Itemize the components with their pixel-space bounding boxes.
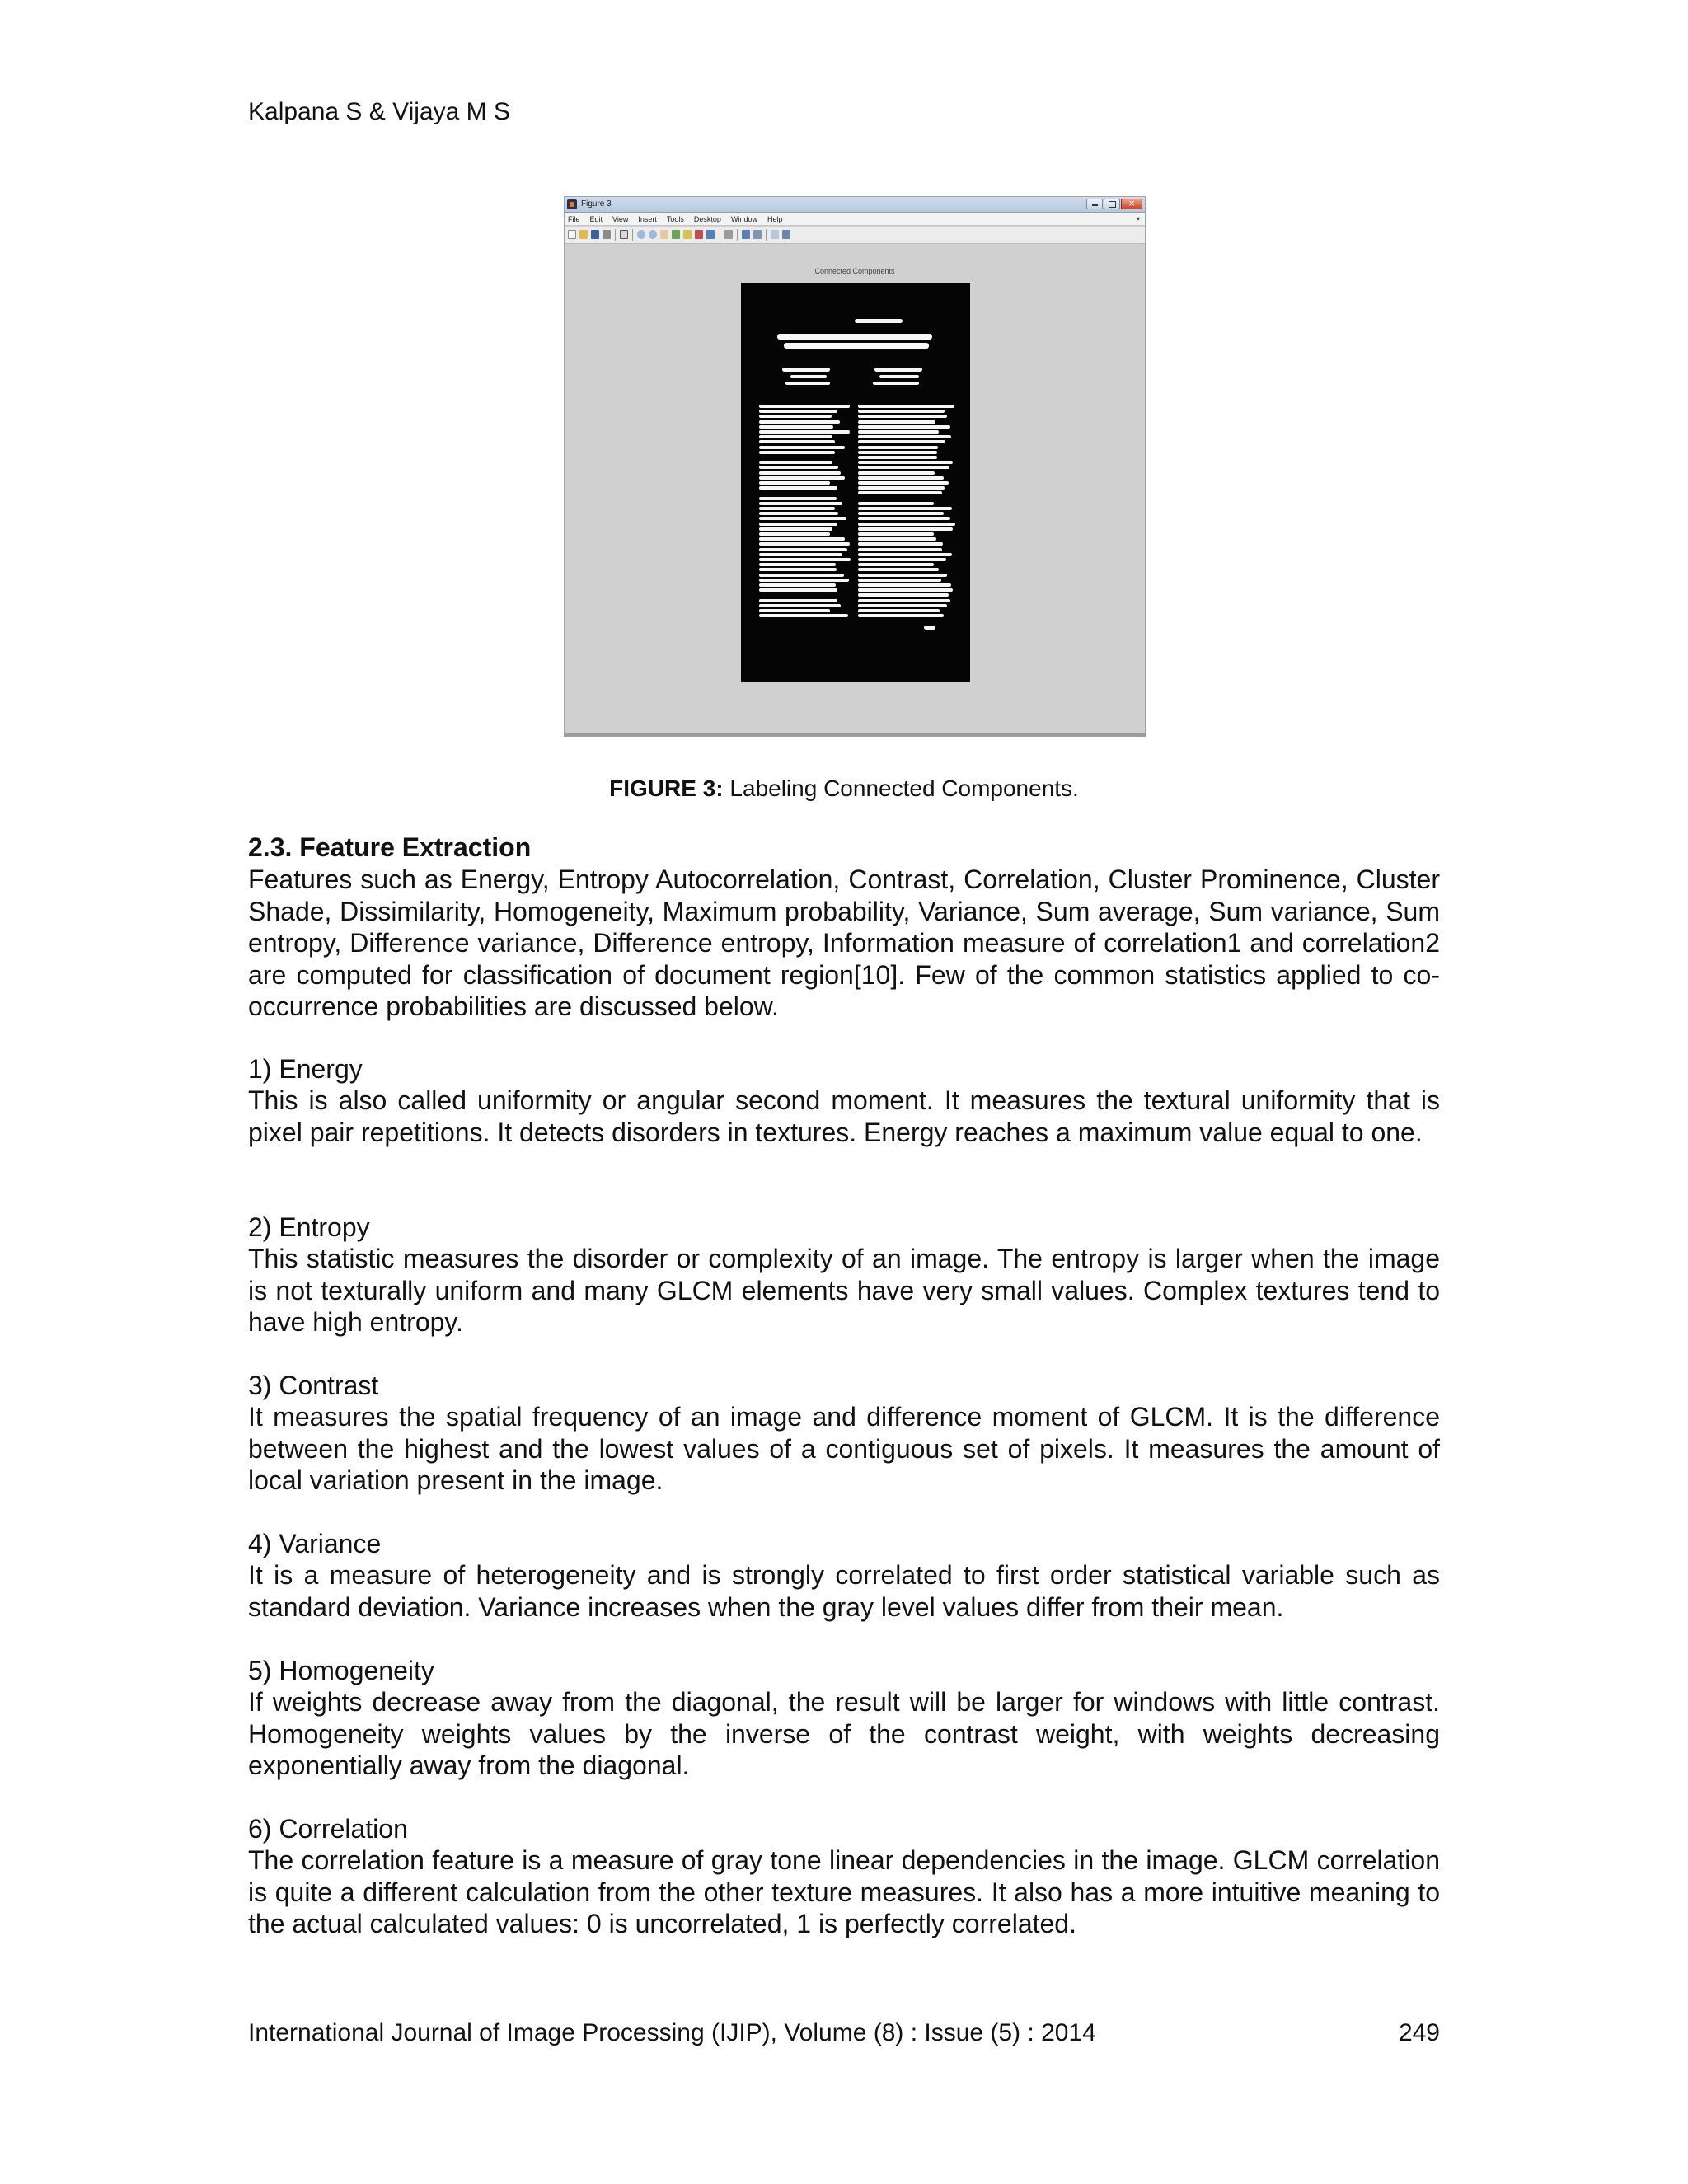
- component-blob: [759, 558, 851, 561]
- pan-icon: [660, 230, 668, 239]
- component-blob: [858, 456, 937, 459]
- component-blob: [873, 382, 919, 385]
- component-blob: [858, 558, 946, 561]
- component-blob: [858, 446, 938, 449]
- component-blob: [759, 497, 837, 500]
- component-blob: [759, 599, 837, 602]
- contrast-paragraph: It measures the spatial frequency of an image and difference moment of GLCM. It is the difference between the highest and the lowest values of a contiguous set of pixels. It measures the amount of local variation present in the image.: [248, 1402, 1440, 1496]
- component-blob: [858, 532, 934, 536]
- link-plot-icon: [706, 230, 715, 239]
- zoom-out-icon: [649, 230, 657, 239]
- correlation-paragraph: The correlation feature is a measure of gray tone linear dependencies in the image. GLCM correlation is quite a different calculation from the other texture measures. It also has a more intuitive meaning to the actual calculated values: 0 is uncorrelated, 1 is perfectly correlated.: [248, 1845, 1440, 1939]
- component-blob: [858, 563, 934, 566]
- component-blob: [759, 435, 832, 438]
- show-plot-tools-icon: [771, 230, 779, 239]
- menu-item-window: Window: [730, 214, 757, 223]
- component-blob: [858, 599, 950, 602]
- component-blob: [759, 502, 842, 505]
- dock-arrow-icon: ▾: [1136, 215, 1140, 223]
- print-icon: [603, 230, 611, 239]
- component-blob: [858, 512, 944, 515]
- component-blob: [759, 476, 845, 480]
- component-blob: [858, 604, 947, 607]
- component-blob: [759, 461, 832, 464]
- component-blob: [759, 574, 844, 577]
- figure-caption-label: FIGURE 3:: [609, 776, 724, 801]
- homogeneity-paragraph: If weights decrease away from the diagonal, the result will be larger for windows with little contrast. Homogeneity weights values by the inverse of the contrast weight, with weights decreasing exponentially away from the diagonal.: [248, 1687, 1440, 1781]
- variance-paragraph: It is a measure of heterogeneity and is strongly correlated to first order statistical variable such as standard deviation. Variance increases when the gray level values differ from their mean.: [248, 1560, 1440, 1622]
- figure-window-titlebar: [565, 197, 1145, 213]
- component-blob: [759, 568, 837, 571]
- component-blob: [858, 579, 941, 582]
- component-blob: [759, 542, 850, 546]
- open-file-icon: [579, 230, 588, 239]
- component-blob: [855, 319, 903, 323]
- figure-caption-text: Labeling Connected Components.: [729, 776, 1079, 801]
- component-blob: [759, 486, 837, 490]
- menu-item-tools: Tools: [666, 214, 684, 223]
- figure-toolbar: [565, 227, 1145, 244]
- component-blob: [759, 532, 830, 536]
- component-blob: [858, 568, 939, 571]
- component-blob: [759, 588, 837, 592]
- component-blob: [759, 579, 849, 582]
- component-blob: [858, 523, 955, 526]
- component-blob: [858, 609, 940, 612]
- component-blob: [858, 420, 935, 424]
- entropy-heading: 2) Entropy: [248, 1212, 370, 1242]
- component-blob: [858, 502, 934, 505]
- component-blob: [759, 563, 836, 566]
- contrast-heading: 3) Contrast: [248, 1371, 379, 1400]
- component-blob: [858, 583, 951, 587]
- section-heading: 2.3. Feature Extraction: [248, 832, 532, 862]
- edit-plot-arrow-icon: [620, 230, 628, 239]
- component-blob: [759, 405, 850, 408]
- component-blob: [759, 471, 841, 475]
- component-blob: [759, 415, 832, 418]
- component-blob: [858, 466, 950, 469]
- component-blob: [858, 435, 951, 438]
- brush-icon: [695, 230, 703, 239]
- component-blob: [858, 481, 949, 485]
- component-blob: [759, 548, 847, 551]
- close-icon: [1121, 199, 1142, 209]
- component-blob: [759, 609, 830, 612]
- toolbar-separator: [737, 229, 738, 241]
- component-blob: [924, 626, 935, 630]
- insert-colorbar-icon: [724, 230, 733, 239]
- data-cursor-icon: [683, 230, 692, 239]
- component-blob: [858, 542, 943, 546]
- component-blob: [785, 382, 830, 385]
- component-blob: [858, 451, 937, 454]
- matlab-app-icon: [567, 199, 577, 209]
- component-blob: [759, 604, 841, 607]
- running-head-authors: Kalpana S & Vijaya M S: [248, 98, 510, 125]
- menu-item-view: View: [612, 214, 629, 223]
- component-blob: [858, 537, 936, 541]
- menu-item-file: File: [568, 214, 580, 223]
- component-blob: [759, 537, 845, 541]
- component-blob: [858, 471, 935, 475]
- component-blob: [759, 420, 840, 424]
- component-blob: [759, 430, 850, 434]
- component-blob: [858, 588, 953, 592]
- component-blob: [858, 527, 953, 531]
- component-blob: [858, 415, 947, 418]
- component-blob: [759, 583, 836, 587]
- energy-paragraph: This is also called uniformity or angular second moment. It measures the textural uniformity that is pixel pair repetitions. It detects disorders in textures. Energy reaches a maximum value equal to one.: [248, 1085, 1440, 1147]
- figure-menubar: [565, 213, 1145, 226]
- component-blob: [858, 507, 952, 510]
- component-blob: [759, 446, 845, 449]
- menu-item-help: Help: [767, 214, 783, 223]
- variance-heading: 4) Variance: [248, 1529, 382, 1558]
- component-blob: [858, 614, 944, 617]
- component-blob: [782, 368, 830, 372]
- dock-figure-icon: [782, 230, 790, 239]
- toolbar-separator: [615, 229, 616, 241]
- figure-window-screenshot: [564, 196, 1146, 737]
- footer-journal: International Journal of Image Processing (IJIP), Volume (8) : Issue (5) : 2014: [248, 2019, 1096, 2046]
- section-intro-paragraph: Features such as Energy, Entropy Autocorrelation, Contrast, Correlation, Cluster Prominence, Cluster Shade, Dissimilarity, Homogeneity, Maximum probability, Variance, Sum average, Sum variance, Sum entropy, Difference variance, Difference entropy, Information measure of correlation1 and correlation2 are computed for classification of document region[10]. Few of the common statistics applied to co-occurrence probabilities are discussed below.: [248, 865, 1440, 1022]
- component-blob: [858, 410, 945, 413]
- component-blob: [759, 481, 830, 485]
- component-blob: [759, 523, 837, 526]
- save-icon: [591, 230, 599, 239]
- component-blob: [858, 405, 954, 408]
- component-blob: [759, 517, 846, 520]
- component-blob: [858, 461, 953, 464]
- toolbar-separator: [766, 229, 767, 241]
- rotate-3d-icon: [672, 230, 680, 239]
- component-blob: [858, 548, 942, 551]
- component-blob: [858, 553, 952, 556]
- component-blob: [858, 574, 947, 577]
- component-blob: [858, 425, 950, 429]
- insert-legend-icon: [742, 230, 750, 239]
- component-blob: [858, 476, 944, 480]
- maximize-icon: [1104, 199, 1120, 209]
- component-blob: [858, 491, 942, 494]
- menu-item-desktop: Desktop: [693, 214, 721, 223]
- component-blob: [759, 440, 835, 443]
- menu-item-edit: Edit: [589, 214, 603, 223]
- figure-bottom-edge: [565, 733, 1145, 736]
- component-blob: [759, 527, 832, 531]
- new-figure-icon: [568, 230, 576, 239]
- component-blob: [858, 593, 949, 597]
- component-blob: [759, 512, 838, 515]
- toolbar-separator: [632, 229, 633, 241]
- entropy-paragraph: This statistic measures the disorder or complexity of an image. The entropy is larger when the image is not texturally uniform and many GLCM elements have very small values. Complex textures tend to have high entropy.: [248, 1244, 1440, 1338]
- component-blob: [759, 553, 842, 556]
- component-blob: [759, 614, 848, 617]
- component-blob: [858, 440, 945, 443]
- component-blob: [759, 410, 837, 413]
- zoom-in-icon: [637, 230, 645, 239]
- hide-plot-tools-icon: [753, 230, 762, 239]
- figure-caption: [0, 775, 1688, 803]
- footer-page-number: 249: [1398, 2019, 1440, 2046]
- homogeneity-heading: 5) Homogeneity: [248, 1656, 434, 1685]
- axes-title: Connected Components: [814, 267, 895, 275]
- component-blob: [874, 368, 922, 372]
- component-blob: [759, 466, 838, 469]
- figure-window-title: Figure 3: [581, 199, 612, 209]
- window-controls: [1086, 199, 1142, 210]
- component-blob: [790, 375, 827, 378]
- component-blob: [759, 425, 833, 429]
- component-blob: [759, 451, 835, 454]
- component-blob: [879, 375, 919, 378]
- menu-item-insert: Insert: [638, 214, 657, 223]
- energy-heading: 1) Energy: [248, 1054, 363, 1084]
- component-blob: [858, 430, 939, 434]
- connected-components-image: [741, 283, 970, 682]
- component-blob: [858, 486, 945, 490]
- component-blob: [759, 507, 835, 510]
- correlation-heading: 6) Correlation: [248, 1814, 408, 1844]
- component-blob: [858, 517, 950, 520]
- minimize-icon: [1086, 199, 1103, 209]
- component-blob: [784, 343, 929, 349]
- component-blob: [777, 334, 932, 340]
